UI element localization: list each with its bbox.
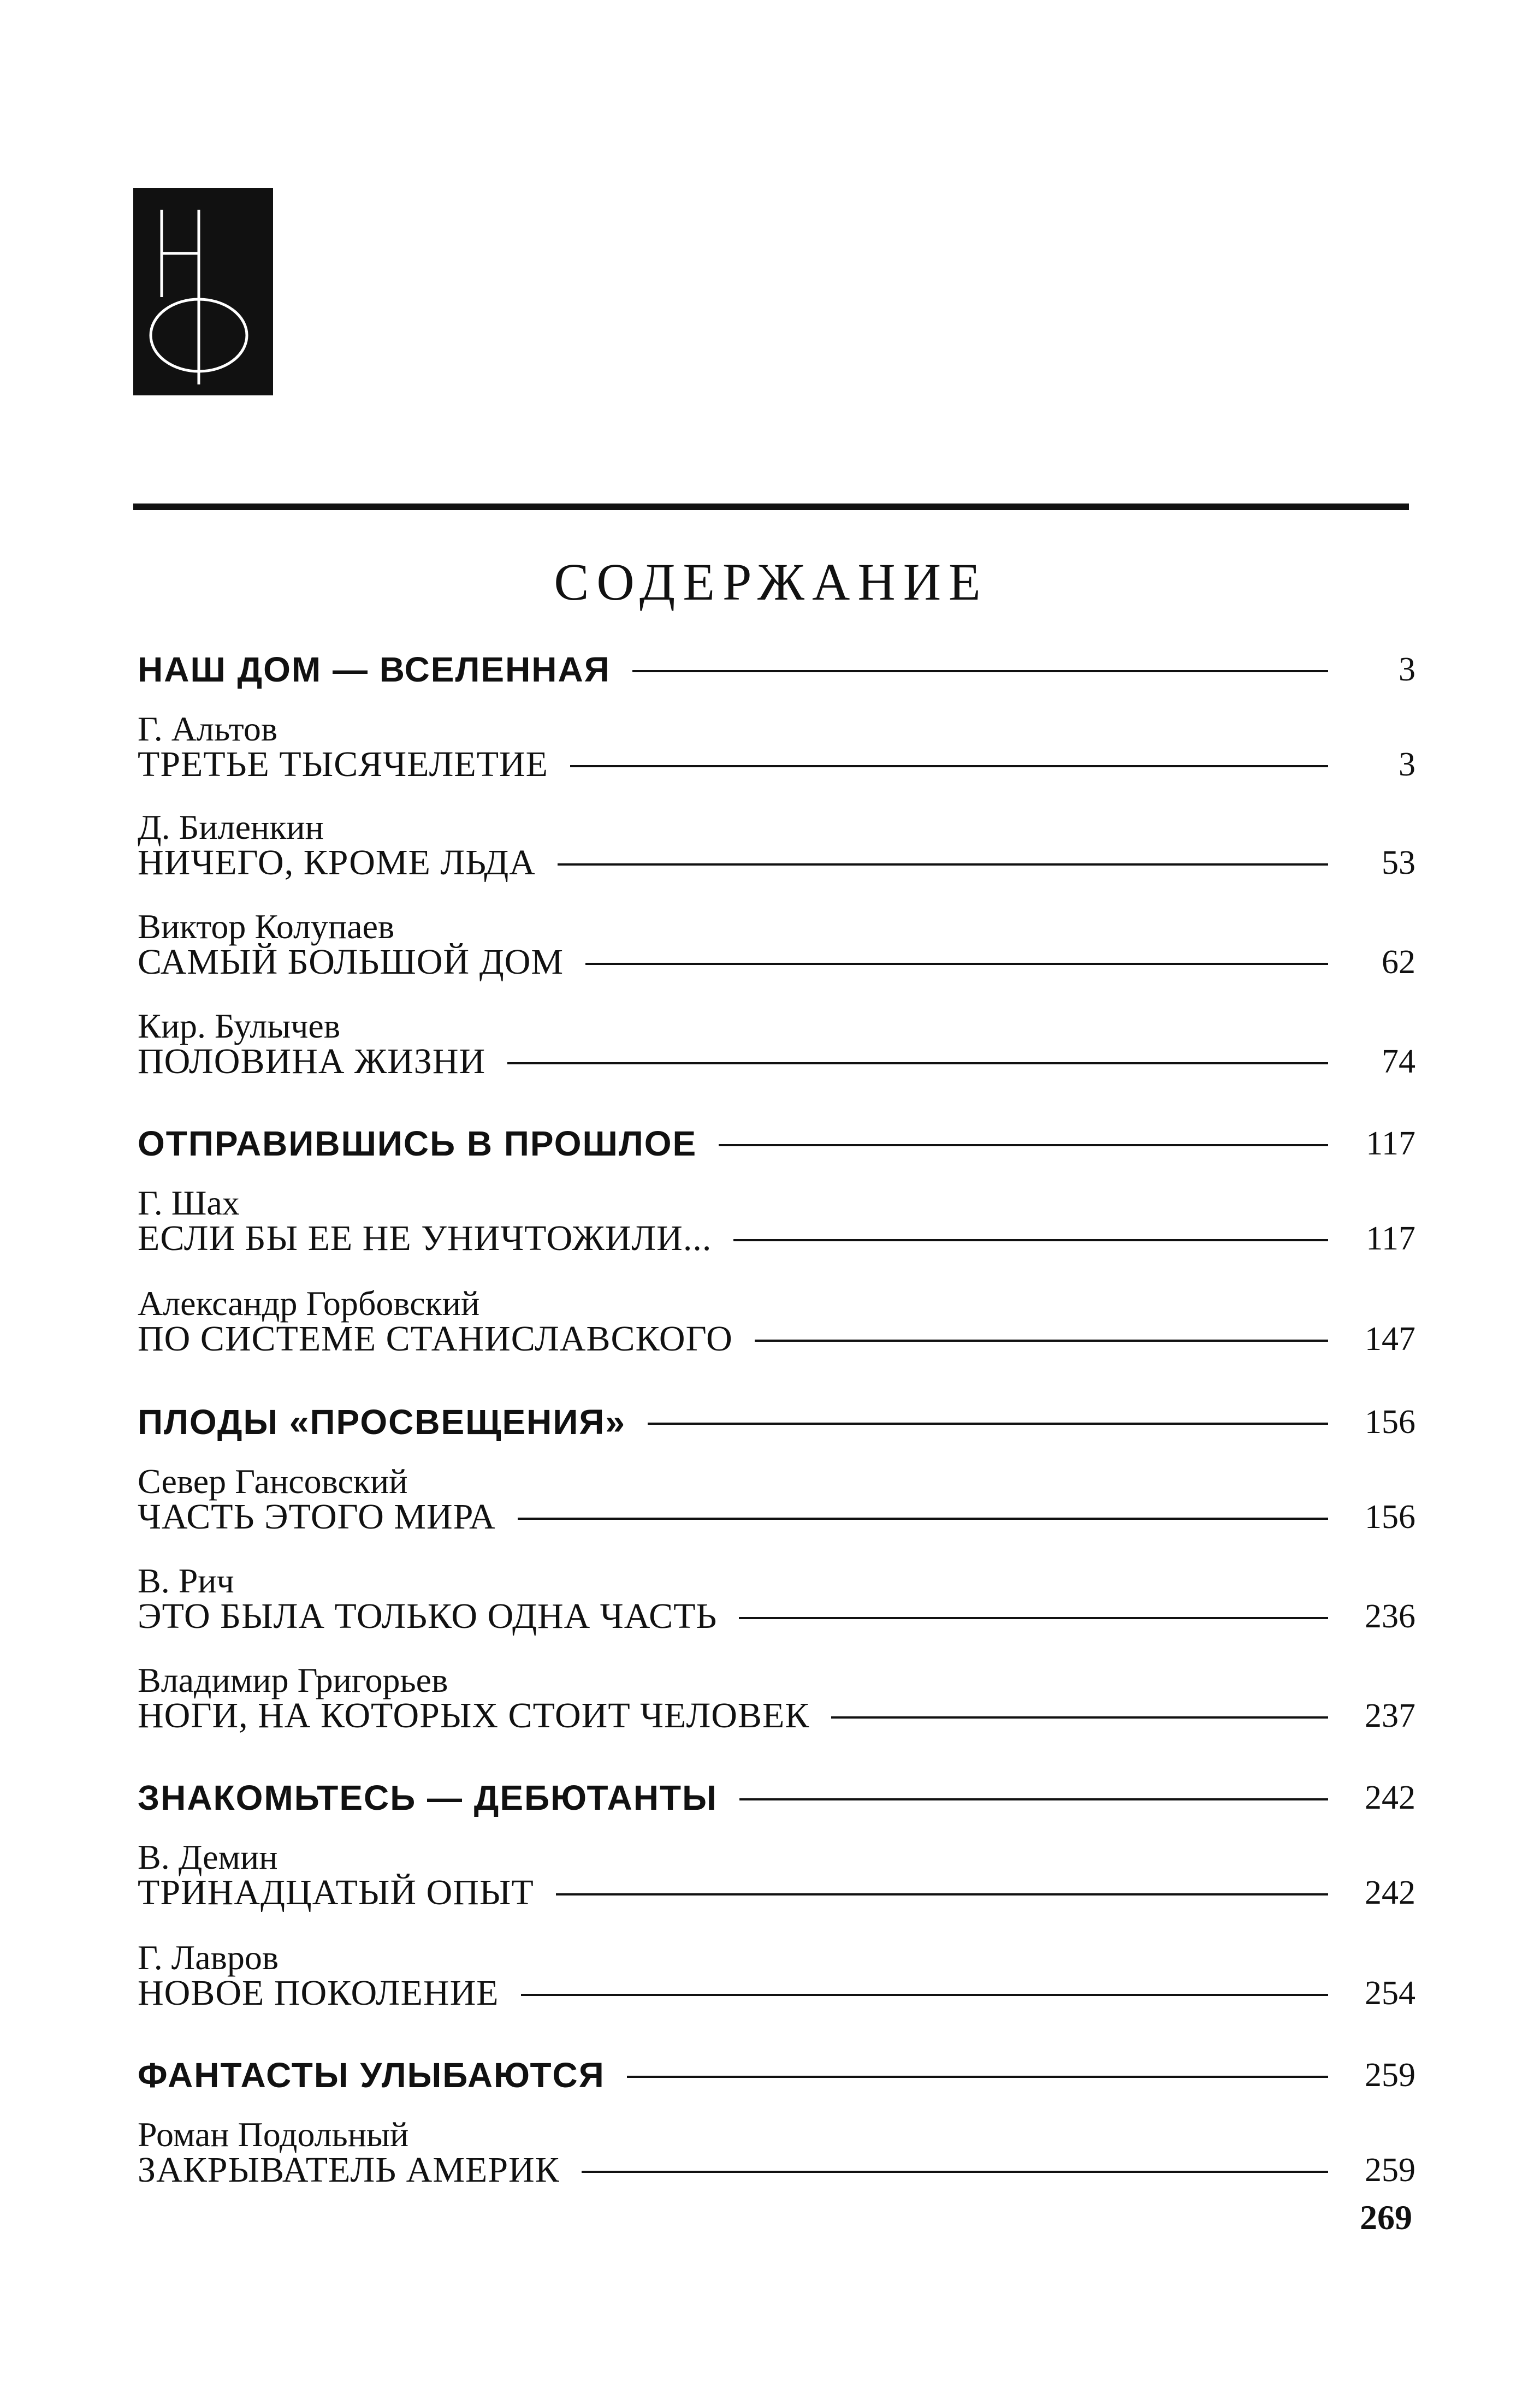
- toc-author: Александр Горбовский: [138, 1284, 480, 1323]
- toc-section-title: ФАНТАСТЫ УЛЫБАЮТСЯ: [138, 2055, 605, 2095]
- toc-story-entry[interactable]: [138, 908, 1415, 1000]
- toc-page-number: 117: [1366, 1125, 1415, 1162]
- toc-leader-line: [585, 963, 1328, 965]
- toc-story-entry[interactable]: [138, 1661, 1415, 1754]
- toc-section-title: ЗНАКОМЬТЕСЬ — ДЕБЮТАНТЫ: [138, 1778, 718, 1817]
- toc-leader-line: [518, 1518, 1328, 1520]
- toc-story-title: НОВОЕ ПОКОЛЕНИЕ: [138, 1973, 499, 2013]
- toc-story-title: ТРИНАДЦАТЫЙ ОПЫТ: [138, 1873, 534, 1912]
- toc-author: Север Гансовский: [138, 1462, 408, 1501]
- toc-page-number: 156: [1365, 1498, 1415, 1536]
- toc-section-title: ОТПРАВИВШИСЬ В ПРОШЛОЕ: [138, 1124, 697, 1163]
- toc-page-number: 237: [1365, 1697, 1415, 1734]
- toc-author: В. Демин: [138, 1838, 278, 1876]
- nf-logo-icon: [133, 188, 273, 395]
- toc-leader-line: [570, 765, 1328, 767]
- toc-leader-line: [556, 1893, 1328, 1895]
- toc-author: Г. Лавров: [138, 1938, 279, 1977]
- toc-line: [138, 941, 1415, 983]
- toc-story-title: ПО СИСТЕМЕ СТАНИСЛАВСКОГО: [138, 1319, 733, 1359]
- toc-page-number: 259: [1365, 2057, 1415, 2094]
- toc-page-number: 3: [1399, 651, 1415, 688]
- toc-leader-line: [739, 1798, 1328, 1800]
- toc-leader-line: [648, 1423, 1328, 1425]
- toc-line: [138, 1218, 1415, 1259]
- toc-page-number: 3: [1399, 746, 1415, 783]
- toc-story-entry[interactable]: [138, 1838, 1415, 1931]
- nf-series-logo: [133, 188, 273, 395]
- toc-page-number: 236: [1365, 1598, 1415, 1635]
- toc-leader-line: [507, 1062, 1328, 1064]
- toc-story-entry[interactable]: [138, 2116, 1415, 2208]
- toc-leader-line: [582, 2171, 1328, 2173]
- toc-author: Г. Шах: [138, 1183, 240, 1222]
- page-title: СОДЕРЖАНИЕ: [554, 553, 988, 611]
- toc-line: [138, 649, 1415, 690]
- toc-story-entry[interactable]: [138, 1184, 1415, 1277]
- toc-page-number: 156: [1365, 1403, 1415, 1441]
- toc-leader-line: [632, 670, 1328, 672]
- toc-line: [138, 2054, 1415, 2096]
- toc-story-title: ТРЕТЬЕ ТЫСЯЧЕЛЕТИЕ: [138, 744, 548, 784]
- toc-line: [138, 1972, 1415, 2014]
- toc-page-number: 53: [1382, 844, 1415, 881]
- toc-leader-line: [733, 1239, 1328, 1241]
- toc-line: [138, 1401, 1415, 1443]
- toc-story-title: САМЫЙ БОЛЬШОЙ ДОМ: [138, 942, 564, 982]
- toc-leader-line: [521, 1994, 1328, 1996]
- top-rule: [133, 503, 1409, 510]
- toc-page-number: 254: [1365, 1975, 1415, 2012]
- toc-line: [138, 1695, 1415, 1737]
- toc-author: Роман Подольный: [138, 2115, 409, 2154]
- toc-line: [138, 1596, 1415, 1637]
- page-number: 269: [1360, 2198, 1412, 2237]
- toc-page-number: 242: [1365, 1874, 1415, 1911]
- toc-story-title: ЗАКРЫВАТЕЛЬ АМЕРИК: [138, 2150, 560, 2190]
- toc-author: Д. Биленкин: [138, 808, 324, 846]
- toc-line: [138, 1123, 1415, 1164]
- toc-line: [138, 1496, 1415, 1538]
- toc-story-title: ЭТО БЫЛА ТОЛЬКО ОДНА ЧАСТЬ: [138, 1596, 718, 1636]
- toc-line: [138, 1318, 1415, 1360]
- toc-leader-line: [739, 1617, 1328, 1619]
- toc-story-entry[interactable]: [138, 1007, 1415, 1100]
- toc-story-entry[interactable]: [138, 1562, 1415, 1655]
- toc-story-entry[interactable]: [138, 1284, 1415, 1377]
- toc-author: Виктор Колупаев: [138, 907, 395, 946]
- toc-line: [138, 1872, 1415, 1914]
- toc-story-title: НОГИ, НА КОТОРЫХ СТОИТ ЧЕЛОВЕК: [138, 1696, 810, 1735]
- toc-line: [138, 1777, 1415, 1818]
- toc-leader-line: [755, 1340, 1328, 1342]
- toc-author: В. Рич: [138, 1561, 234, 1600]
- toc-line: [138, 842, 1415, 884]
- toc-page-number: 117: [1366, 1220, 1415, 1257]
- toc-section-title: ПЛОДЫ «ПРОСВЕЩЕНИЯ»: [138, 1402, 626, 1442]
- toc-story-title: ЕСЛИ БЫ ЕЕ НЕ УНИЧТОЖИЛИ...: [138, 1218, 712, 1258]
- toc-story-title: НИЧЕГО, КРОМЕ ЛЬДА: [138, 843, 536, 882]
- toc-story-entry[interactable]: [138, 1939, 1415, 2031]
- toc-story-entry[interactable]: [138, 710, 1415, 803]
- toc-story-entry[interactable]: [138, 1462, 1415, 1555]
- toc-author: Г. Альтов: [138, 709, 278, 748]
- toc-leader-line: [627, 2076, 1328, 2078]
- toc-leader-line: [719, 1144, 1328, 1146]
- toc-line: [138, 2149, 1415, 2191]
- toc-author: Кир. Булычев: [138, 1006, 341, 1045]
- toc-line: [138, 1041, 1415, 1082]
- toc-line: [138, 744, 1415, 785]
- toc-story-title: ЧАСТЬ ЭТОГО МИРА: [138, 1497, 496, 1537]
- toc-story-title: ПОЛОВИНА ЖИЗНИ: [138, 1041, 486, 1081]
- toc-page-number: 147: [1365, 1320, 1415, 1358]
- toc-author: Владимир Григорьев: [138, 1661, 448, 1699]
- toc-page-number: 74: [1382, 1043, 1415, 1080]
- toc-page-number: 62: [1382, 944, 1415, 981]
- toc-section-title: НАШ ДОМ — ВСЕЛЕННАЯ: [138, 650, 611, 689]
- toc-page-number: 242: [1365, 1779, 1415, 1816]
- toc-story-entry[interactable]: [138, 808, 1415, 901]
- toc-leader-line: [831, 1716, 1328, 1719]
- toc-leader-line: [558, 863, 1328, 866]
- toc-page-number: 259: [1365, 2152, 1415, 2189]
